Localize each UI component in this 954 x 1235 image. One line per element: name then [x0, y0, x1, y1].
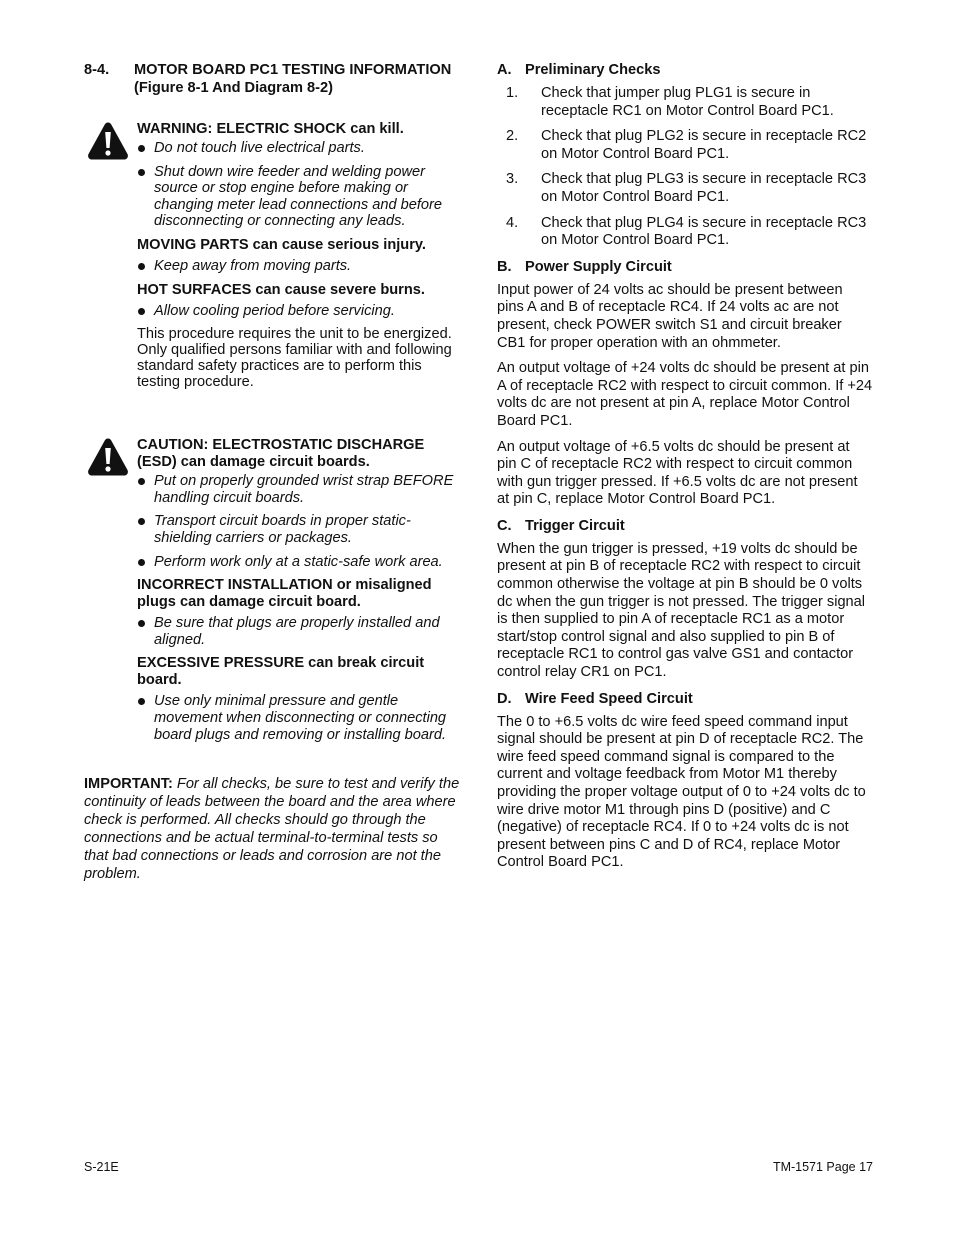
warning-block: [84, 121, 464, 390]
warning-list: [137, 140, 464, 230]
moving-parts-heading: MOVING PARTS can cause serious injury.: [137, 236, 426, 253]
footer-page-number: TM-1571 Page 17: [772, 1160, 873, 1174]
preliminary-heading: A. Preliminary Checks: [497, 62, 661, 78]
right-column: [497, 61, 873, 872]
list-item: 4. Check that plug PLG4 is secure in receptacle RC3 on Motor Control Board PC1.: [506, 214, 867, 249]
power-paragraph-3: An output voltage of +6.5 volts dc should be present at pin C of receptacle RC2 with respect to circuit common with gun trigger pressed. If +6.5 volts dc are not present at pin C, replace Motor Control Board PC1.: [497, 438, 858, 508]
wire-feed-heading: D. Wire Feed Speed Circuit: [497, 690, 693, 707]
caution-triangle-icon: [87, 437, 129, 477]
excessive-pressure-heading: EXCESSIVE PRESSURE can break circuit board.: [137, 655, 425, 689]
bullet-icon: [138, 169, 145, 176]
list-item: Transport circuit boards in proper static-shielding carriers or packages.: [137, 513, 464, 546]
list-item: Put on properly grounded wrist strap BEFORE handling circuit boards.: [137, 473, 464, 506]
caution-block: [84, 437, 464, 743]
trigger-heading: C. Trigger Circuit: [497, 517, 625, 534]
left-column: [84, 61, 464, 883]
bullet-icon: [138, 308, 145, 315]
list-item: 3. Check that plug PLG3 is secure in receptacle RC3 on Motor Control Board PC1.: [506, 171, 867, 205]
list-item: Shut down wire feeder and welding power source or stop engine before making or changing meter lead connections and before disconnecting or connecting any leads.: [137, 164, 464, 230]
list-item: Use only minimal pressure and gentle movement when disconnecting or connecting board plugs and removing or installing board.: [137, 693, 464, 743]
important-note: [84, 775, 464, 883]
caution-heading: CAUTION: ELECTROSTATIC DISCHARGE (ESD) can damage circuit boards.: [137, 437, 425, 471]
list-item: Keep away from moving parts.: [137, 258, 464, 275]
list-item: Perform work only at a static-safe work area.: [137, 554, 464, 571]
procedure-text: This procedure requires the unit to be energized. Only qualified persons familiar with and following standard safety practices are to perform this testing procedure.: [137, 326, 452, 391]
hot-surfaces-list: [137, 303, 464, 320]
important-label: IMPORTANT:: [84, 776, 173, 793]
bullet-icon: [138, 263, 145, 270]
bullet-icon: [138, 518, 145, 525]
bullet-icon: [138, 478, 145, 485]
list-item: Be sure that plugs are properly installed and aligned.: [137, 615, 464, 648]
section-title: MOTOR BOARD PC1 TESTING INFORMATION (Figure 8-1 And Diagram 8-2): [134, 62, 452, 96]
warning-triangle-icon: [87, 121, 129, 161]
incorrect-installation-heading: INCORRECT INSTALLATION or misaligned plugs can damage circuit board.: [137, 577, 432, 611]
preliminary-steps: [497, 85, 873, 250]
installation-list: [137, 615, 464, 648]
section-heading: [84, 61, 464, 97]
power-paragraph-1: Input power of 24 volts ac should be present between pins A and B of receptacle RC4. If 24 volts ac are not present, check POWER switch S1 and circuit breaker CB1 for proper operation with an ohmmeter.: [497, 281, 843, 351]
important-text: For all checks, be sure to test and verify the continuity of leads between the board and the area where check is performed. All checks should go through the connections and be actual terminal-to-terminal tests so that bad connections or leads and corrosion are not the problem.: [84, 776, 460, 883]
warning-heading: WARNING: ELECTRIC SHOCK can kill.: [137, 121, 404, 137]
bullet-icon: [138, 145, 145, 152]
trigger-paragraph: When the gun trigger is pressed, +19 volts dc should be present at pin B of receptacle RC2 with respect to circuit common otherwise the voltage at pin B should be 0 volts dc when the gun trigger is not pressed. The trigger signal is then supplied to pin A of receptacle RC1 as a motor start/stop control signal and also supplied to pin B of receptacle RC1 to control gas valve GS1 and contactor control relay CR1 on PC1.: [497, 540, 866, 681]
bullet-icon: [138, 698, 145, 705]
list-item: Allow cooling period before servicing.: [137, 303, 464, 320]
power-paragraph-2: An output voltage of +24 volts dc should be present at pin A of receptacle RC2 with respect to circuit common. If +24 volts dc are not present at pin A, replace Motor Control Board PC1.: [497, 360, 873, 429]
footer-left: S-21E: [84, 1160, 119, 1174]
wire-feed-paragraph: The 0 to +6.5 volts dc wire feed speed command input signal should be present at pin D of receptacle RC2. The wire feed speed command signal is compared to the current and voltage feedback from Motor M1 thereby providing the proper voltage output of 0 to +24 volts dc to wire drive motor M1 through pins D (positive) and C (negative) of receptacle RC4. If 0 to +24 volts dc is not present between pins C and D of RC4, replace Motor Control Board PC1.: [497, 713, 866, 871]
moving-parts-list: [137, 258, 464, 275]
hot-surfaces-heading: HOT SURFACES can cause severe burns.: [137, 281, 425, 298]
list-item: 1. Check that jumper plug PLG1 is secure in receptacle RC1 on Motor Control Board PC1.: [506, 85, 834, 119]
list-item: 2. Check that plug PLG2 is secure in receptacle RC2 on Motor Control Board PC1.: [506, 128, 867, 162]
bullet-icon: [138, 559, 145, 566]
pressure-list: [137, 693, 464, 743]
list-item: Do not touch live electrical parts.: [137, 140, 464, 157]
section-number: 8-4.: [84, 62, 110, 78]
bullet-icon: [138, 620, 145, 627]
caution-list: [137, 473, 464, 570]
power-supply-heading: B. Power Supply Circuit: [497, 258, 672, 275]
